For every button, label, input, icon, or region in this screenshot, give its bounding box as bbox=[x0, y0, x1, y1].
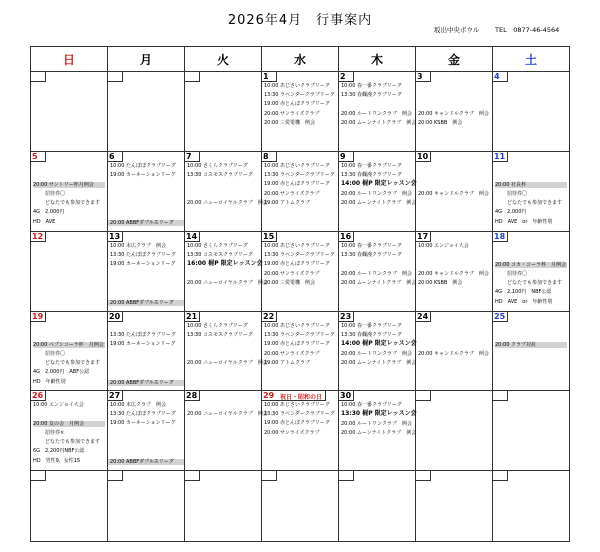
event-entry: 13:30 春爛漫クラブリーグ bbox=[341, 251, 402, 258]
day-cell bbox=[493, 471, 570, 542]
event-entry: 19:00 赤とんぼクラブリーグ bbox=[264, 101, 330, 107]
day-cell bbox=[262, 311, 339, 391]
event-entry: 20:00 ルートワンクラブ 例会 bbox=[341, 270, 412, 277]
event-entry: 13:30 ラベンダークラブリーグ bbox=[264, 331, 335, 338]
event-entry: 13:30 たんぽぽクラブリーグ bbox=[110, 331, 176, 338]
event-entry: HD 男性9、女性15 bbox=[33, 458, 81, 465]
event-entry: 19:00 アトムクラブ bbox=[264, 359, 310, 366]
day-cell bbox=[31, 391, 108, 471]
event-entry: 20:00 ニューロイヤルクラブ 例会 bbox=[187, 359, 268, 366]
event-entry: 10:00 あじさいクラブリーグ bbox=[264, 402, 330, 409]
day-cell bbox=[108, 72, 185, 152]
day-number: 9 bbox=[339, 152, 354, 162]
day-cell bbox=[493, 311, 570, 391]
day-number: 1 bbox=[262, 72, 277, 82]
event-entry: HD 年齢性別 bbox=[33, 378, 66, 385]
day-cell bbox=[416, 391, 493, 471]
day-cell bbox=[339, 231, 416, 311]
day-cell bbox=[108, 391, 185, 471]
event-entry: 20:00 サンライズクラブ bbox=[264, 430, 320, 437]
event-entry: 10:00 春一番クラブリーグ bbox=[341, 162, 402, 169]
week-row bbox=[31, 311, 570, 391]
day-number bbox=[262, 471, 277, 481]
event-entry: 13:30 コスモスクラブリーグ bbox=[187, 331, 253, 338]
event-entry: 20:00 三愛電機 例会 bbox=[264, 120, 315, 126]
event-entry: 13:30 たんぽぽクラブリーグ bbox=[110, 251, 176, 258]
day-number: 3 bbox=[416, 72, 431, 82]
day-cell bbox=[262, 72, 339, 152]
day-cell bbox=[339, 311, 416, 391]
day-number: 5 bbox=[31, 152, 46, 162]
day-cell bbox=[339, 151, 416, 231]
day-cell bbox=[493, 151, 570, 231]
event-entry: 招待券〇 bbox=[45, 190, 66, 197]
event-entry: どなたでも参加できます bbox=[45, 199, 101, 206]
event-entry: どなたでも参加できます bbox=[507, 279, 563, 286]
event-entry: 20:00 ニューロイヤルクラブ 例会 bbox=[187, 279, 268, 286]
event-entry: 4G 2,000円 ABF公認 bbox=[33, 368, 90, 375]
day-cell bbox=[262, 231, 339, 311]
event-entry: 20:00 KSBB 例会 bbox=[418, 279, 463, 286]
event-entry: どなたでも参加できます bbox=[45, 439, 101, 446]
day-cell bbox=[185, 311, 268, 391]
day-number bbox=[31, 72, 46, 82]
day-number bbox=[185, 471, 200, 481]
day-cell bbox=[262, 471, 339, 542]
day-number: 21 bbox=[185, 312, 200, 322]
day-number: 30 bbox=[339, 391, 354, 401]
weekday-header-row bbox=[31, 47, 570, 72]
event-entry: 20:00 キャンドルクラブ 例会 bbox=[418, 270, 489, 277]
event-entry: 20:00 社長杯 bbox=[495, 182, 567, 188]
event-entry: 20:00 ルートワンクラブ 例会 bbox=[341, 190, 412, 197]
day-number bbox=[339, 471, 354, 481]
day-number: 11 bbox=[493, 152, 508, 162]
day-cell bbox=[185, 151, 268, 231]
day-number: 17 bbox=[416, 232, 431, 242]
day-cell bbox=[108, 471, 185, 542]
event-entry: 20:00 ABBFダブルスリーグ bbox=[108, 220, 184, 226]
day-number: 13 bbox=[108, 232, 123, 242]
week-row bbox=[31, 72, 570, 152]
event-entry: 10:00 たんぽぽクラブリーグ bbox=[110, 162, 176, 169]
event-entry: 13:30 たんぽぽクラブリーグ bbox=[110, 411, 176, 418]
event-entry: 20:00 ルートワンクラブ 例会 bbox=[341, 421, 412, 428]
day-number: 6 bbox=[108, 152, 123, 162]
event-entry: 10:00 エンジョイ大会 bbox=[33, 402, 84, 409]
event-entry: 13:30 梶P 限定レッスン会 bbox=[341, 410, 417, 418]
week-row bbox=[31, 471, 570, 542]
event-entry: 10:00 あじさいクラブリーグ bbox=[264, 83, 330, 89]
event-entry: 20:00 サンライズクラブ bbox=[264, 270, 320, 277]
event-entry: HD AVE or 年齢性別 bbox=[495, 218, 553, 225]
event-entry: 20:00 ムーンナイトクラブ 例会 bbox=[341, 279, 417, 286]
day-number bbox=[416, 391, 431, 401]
venue-name: 坂出中央ボウル bbox=[434, 26, 480, 34]
day-number: 12 bbox=[31, 232, 46, 242]
event-entry: 13:30 ラベンダークラブリーグ bbox=[264, 411, 335, 418]
event-entry: 13:30 コスモスクラブリーグ bbox=[187, 171, 253, 178]
event-entry: 招待券〇 bbox=[507, 270, 528, 277]
event-entry: 20:00 ABBFダブルスリーグ bbox=[108, 459, 184, 465]
day-cell bbox=[416, 311, 493, 391]
day-number: 18 bbox=[493, 232, 508, 242]
event-entry: 16:00 梶P 限定レッスン会 bbox=[187, 259, 263, 267]
event-entry: 20:00 ペプシコーラ杯 月例会 bbox=[33, 341, 104, 348]
event-entry: 10:00 春一番クラブリーグ bbox=[341, 322, 402, 329]
day-number: 27 bbox=[108, 391, 123, 401]
day-number: 28 bbox=[185, 391, 200, 401]
event-entry: 招待券〇 bbox=[45, 350, 66, 357]
event-entry: 20:00 サントリー杯月例会 bbox=[33, 182, 105, 188]
day-cell bbox=[31, 72, 108, 152]
event-entry: 10:00 春一番クラブリーグ bbox=[341, 402, 402, 409]
event-entry: HD AVE bbox=[33, 218, 56, 225]
event-entry: 19:00 赤とんぼクラブリーグ bbox=[264, 260, 330, 267]
day-number: 4 bbox=[493, 72, 508, 82]
event-entry: 20:00 キャンドルクラブ 例会 bbox=[418, 111, 489, 117]
venue-phone: TEL 0877-46-4564 bbox=[495, 26, 560, 34]
event-entry: 10:00 春一番クラブリーグ bbox=[341, 83, 402, 89]
event-entry: 14:00 梶P 限定レッスン会 bbox=[341, 179, 417, 187]
day-number: 10 bbox=[416, 152, 431, 162]
day-cell bbox=[262, 151, 339, 231]
weekday-thursday: 木 bbox=[339, 47, 416, 72]
calendar-grid bbox=[30, 46, 570, 542]
event-entry: 10:00 あじさいクラブリーグ bbox=[264, 322, 330, 329]
day-cell bbox=[416, 72, 493, 152]
event-entry: 20:00 コカ・コーラ杯 月例会 bbox=[495, 261, 566, 268]
event-entry: 10:00 さくらクラブリーグ bbox=[187, 242, 248, 249]
event-entry: 19:00 カーネーションリーグ bbox=[110, 171, 176, 178]
weekday-friday: 金 bbox=[416, 47, 493, 72]
day-cell bbox=[185, 471, 262, 542]
day-cell bbox=[262, 391, 339, 471]
event-entry: 20:00 ムーンナイトクラブ 例会 bbox=[341, 430, 417, 437]
day-cell bbox=[31, 471, 108, 542]
event-entry: 20:00 三愛電機 例会 bbox=[264, 279, 315, 286]
event-entry: 4G 2,000円 bbox=[33, 208, 65, 215]
event-entry: 20:00 キャンドルクラブ 例会 bbox=[418, 190, 489, 197]
event-entry: 6G 2,200円NBF公認 bbox=[33, 448, 85, 455]
day-cell bbox=[185, 231, 268, 311]
day-number bbox=[185, 72, 200, 82]
weekday-saturday: 土 bbox=[493, 47, 570, 72]
day-number bbox=[108, 471, 123, 481]
event-entry: 4G 2,100円 NBF公認 bbox=[495, 288, 552, 295]
day-cell bbox=[493, 231, 570, 311]
event-entry: 20:00 サンライズクラブ bbox=[264, 350, 320, 357]
event-entry: 13:30 ラベンダークラブリーグ bbox=[264, 251, 335, 258]
day-cell bbox=[31, 311, 108, 391]
event-entry: 20:00 ABBFダブルスリーグ bbox=[108, 300, 184, 306]
day-number: 14 bbox=[185, 232, 200, 242]
event-entry: 20:00 ルートワンクラブ 例会 bbox=[341, 111, 412, 117]
event-entry: 10:00 末広クラブ 例会 bbox=[110, 402, 166, 409]
day-cell bbox=[416, 471, 493, 542]
day-cell bbox=[31, 151, 108, 231]
event-entry: 10:00 春一番クラブリーグ bbox=[341, 242, 402, 249]
weekday-tuesday: 火 bbox=[185, 47, 262, 72]
event-entry: 10:00 エンジョイ大会 bbox=[418, 242, 469, 249]
day-number bbox=[108, 72, 123, 82]
event-entry: 14:00 梶P 限定レッスン会 bbox=[341, 339, 417, 347]
event-entry: 10:00 さくらクラブリーグ bbox=[187, 162, 248, 169]
day-number: 16 bbox=[339, 232, 354, 242]
event-entry: 4G 2,000円 bbox=[495, 208, 527, 215]
event-entry: 20:00 サンライズクラブ bbox=[264, 111, 320, 117]
week-row bbox=[31, 231, 570, 311]
weekday-monday: 月 bbox=[108, 47, 185, 72]
event-entry: 19:00 カーネーションリーグ bbox=[110, 420, 176, 427]
day-number: 23 bbox=[339, 312, 354, 322]
event-entry: 19:00 赤とんぼクラブリーグ bbox=[264, 180, 330, 187]
event-entry: 10:00 あじさいクラブリーグ bbox=[264, 242, 330, 249]
week-row bbox=[31, 391, 570, 471]
event-entry: 19:00 カーネーションリーグ bbox=[110, 260, 176, 267]
day-cell bbox=[185, 72, 262, 152]
day-number: 20 bbox=[108, 312, 123, 322]
day-number bbox=[493, 471, 508, 481]
week-row bbox=[31, 151, 570, 231]
event-entry: 13:30 春爛漫クラブリーグ bbox=[341, 92, 402, 98]
day-number: 22 bbox=[262, 312, 277, 322]
day-cell bbox=[339, 391, 416, 471]
day-number: 8 bbox=[262, 152, 277, 162]
day-cell bbox=[416, 151, 493, 231]
event-entry: 20:00 ニューロイヤルクラブ 例会 bbox=[187, 411, 268, 418]
event-entry: 20:00 ムーンナイトクラブ 例会 bbox=[341, 120, 417, 126]
event-entry: 19:00 カーネーションリーグ bbox=[110, 340, 176, 347]
day-number: 29 bbox=[262, 391, 326, 401]
day-number: 25 bbox=[493, 312, 508, 322]
event-entry: 招待券× bbox=[45, 430, 65, 437]
weekday-wednesday: 水 bbox=[262, 47, 339, 72]
event-entry: HD AVE or 年齢性別 bbox=[495, 298, 553, 305]
day-number bbox=[31, 471, 46, 481]
day-cell bbox=[108, 311, 185, 391]
event-entry: 20:00 KSBB 例会 bbox=[418, 120, 463, 126]
page-title: 2026年4月 行事案内 bbox=[227, 13, 373, 28]
event-entry: 20:00 ニューロイヤルクラブ 例会 bbox=[187, 199, 268, 206]
event-entry: 13:30 春爛漫クラブリーグ bbox=[341, 331, 402, 338]
day-number: 24 bbox=[416, 312, 431, 322]
day-number: 15 bbox=[262, 232, 277, 242]
event-entry: 13:30 コスモスクラブリーグ bbox=[187, 251, 253, 258]
event-entry: 20:00 ムーンナイトクラブ 例会 bbox=[341, 199, 417, 206]
day-number: 19 bbox=[31, 312, 46, 322]
event-entry: 10:00 あじさいクラブリーグ bbox=[264, 162, 330, 169]
event-entry: どなたでも参加できます bbox=[507, 199, 563, 206]
day-cell bbox=[493, 72, 570, 152]
day-cell bbox=[493, 391, 570, 471]
event-entry: 10:00 末広クラブ 例会 bbox=[110, 242, 166, 249]
event-entry: 19:00 赤とんぼクラブリーグ bbox=[264, 340, 330, 347]
day-number bbox=[493, 391, 508, 401]
event-entry: 20:00 キャンドルクラブ 例会 bbox=[418, 350, 489, 357]
day-cell bbox=[339, 471, 416, 542]
day-number bbox=[416, 471, 431, 481]
event-entry: 20:00 ムーンナイトクラブ 例会 bbox=[341, 359, 417, 366]
event-entry: 19:00 アトムクラブ bbox=[264, 199, 310, 206]
weekday-sunday: 日 bbox=[31, 47, 108, 72]
day-cell bbox=[185, 391, 268, 471]
event-entry: 13:30 春爛漫クラブリーグ bbox=[341, 171, 402, 178]
event-entry: 20:00 ルートワンクラブ 例会 bbox=[341, 350, 412, 357]
day-number: 7 bbox=[185, 152, 200, 162]
day-number: 2 bbox=[339, 72, 354, 82]
event-entry: 20:00 ABBFダブルスリーグ bbox=[108, 380, 184, 386]
day-cell bbox=[108, 151, 185, 231]
day-cell bbox=[108, 231, 185, 311]
event-entry: 13:30 ラベンダークラブリーグ bbox=[264, 171, 335, 178]
event-entry: 招待券〇 bbox=[507, 190, 528, 197]
event-entry: 19:00 赤とんぼクラブリーグ bbox=[264, 420, 330, 427]
day-cell bbox=[31, 231, 108, 311]
event-entry: 10:00 さくらクラブリーグ bbox=[187, 322, 248, 329]
event-entry: 20:00 友の会 月例会 bbox=[33, 421, 105, 427]
event-entry: 20:00 クラブ対抗 bbox=[495, 342, 567, 348]
day-number: 26 bbox=[31, 391, 46, 401]
holiday-label: 祝日・昭和の日 bbox=[280, 394, 323, 402]
event-entry: どなたでも参加できます bbox=[45, 359, 101, 366]
event-entry: 20:00 サンライズクラブ bbox=[264, 190, 320, 197]
day-cell bbox=[416, 231, 493, 311]
event-entry: 13:30 ラベンダークラブリーグ bbox=[264, 92, 335, 98]
day-cell bbox=[339, 72, 416, 152]
